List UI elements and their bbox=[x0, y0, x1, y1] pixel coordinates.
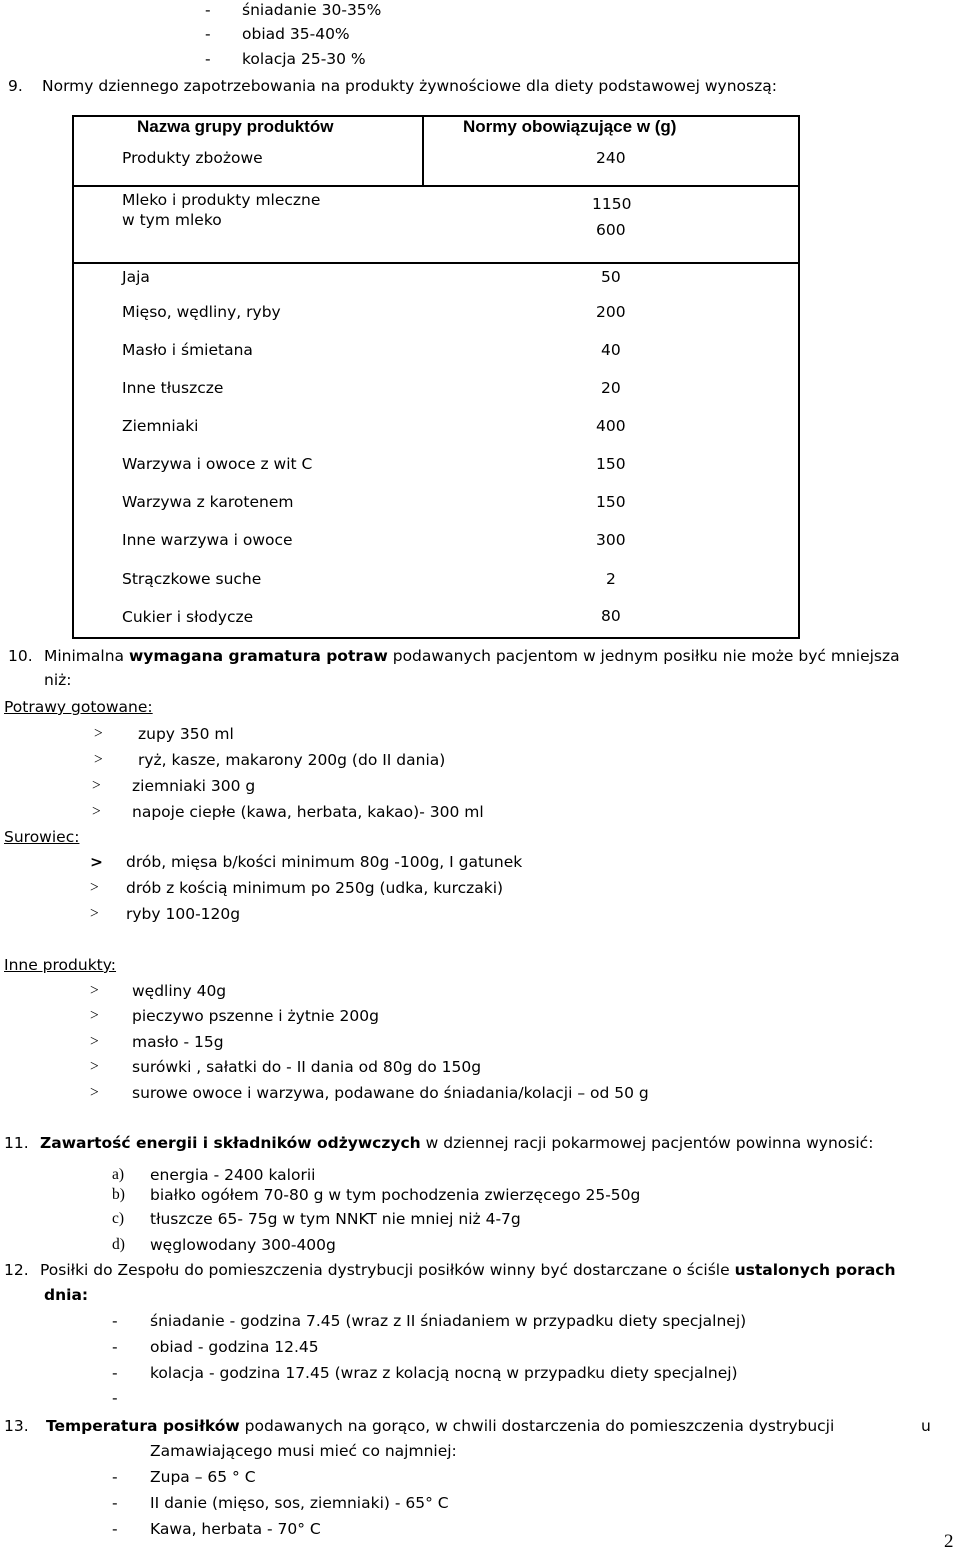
list-item: surówki , sałatki do - II dania od 80g do 150g bbox=[132, 1058, 482, 1076]
list-dash: - bbox=[205, 25, 211, 43]
list-letter: c) bbox=[112, 1210, 125, 1227]
subheading: Potrawy gotowane: bbox=[4, 698, 153, 716]
section-heading: Zawartość energii i składników odżywczych w dziennej racji pokarmowej pacjentów powinna wynosić: bbox=[40, 1134, 874, 1152]
section-heading: Posiłki do Zespołu do pomieszczenia dystrybucji posiłków winny być dostarczane o ściśle ustalonych porach bbox=[40, 1261, 896, 1279]
table-cell-value: 150 bbox=[596, 493, 626, 511]
list-item: kolacja 25-30 % bbox=[242, 50, 366, 68]
list-item: ryż, kasze, makarony 200g (do II dania) bbox=[138, 751, 446, 769]
list-item: napoje ciepłe (kawa, herbata, kakao)- 300 ml bbox=[132, 803, 484, 821]
subheading: Inne produkty: bbox=[4, 956, 117, 974]
bullet-marker: > bbox=[92, 803, 101, 820]
list-dash: - bbox=[112, 1312, 118, 1330]
table-cell-value: 200 bbox=[596, 303, 626, 321]
list-item: obiad 35-40% bbox=[242, 25, 350, 43]
table-cell-name: Ziemniaki bbox=[122, 417, 199, 435]
list-item: energia - 2400 kalorii bbox=[150, 1166, 316, 1184]
section-heading: Normy dziennego zapotrzebowania na produkty żywnościowe dla diety podstawowej wynoszą: bbox=[42, 77, 777, 95]
bullet-marker: > bbox=[90, 982, 99, 999]
section-heading: Minimalna wymagana gramatura potraw podawanych pacjentom w jednym posiłku nie może być mniejsza bbox=[44, 647, 900, 665]
section-heading: Temperatura posiłków podawanych na gorąco, w chwili dostarczenia do pomieszczenia dystrybucji bbox=[46, 1417, 835, 1435]
table-cell-name: Inne tłuszcze bbox=[122, 379, 224, 397]
list-item: pieczywo pszenne i żytnie 200g bbox=[132, 1007, 379, 1025]
table-cell-value: 1150 bbox=[592, 195, 632, 213]
list-item: zupy 350 ml bbox=[138, 725, 234, 743]
list-item: masło - 15g bbox=[132, 1033, 224, 1051]
bullet-marker: > bbox=[92, 777, 101, 794]
bullet-marker: > bbox=[94, 751, 103, 768]
table-cell-value: 240 bbox=[596, 149, 626, 167]
subheading: Surowiec: bbox=[4, 828, 80, 846]
table-cell-name: Masło i śmietana bbox=[122, 341, 253, 359]
section-heading-cont: Zamawiającego musi mieć co najmniej: bbox=[150, 1442, 457, 1460]
table-cell-value: 2 bbox=[606, 570, 616, 588]
table-cell-name: Warzywa z karotenem bbox=[122, 493, 294, 511]
table-cell-name: Cukier i słodycze bbox=[122, 608, 254, 626]
bullet-marker: > bbox=[90, 879, 99, 896]
list-item: śniadanie 30-35% bbox=[242, 1, 382, 19]
section-number: 9. bbox=[8, 77, 23, 95]
bullet-marker: > bbox=[90, 1084, 99, 1101]
table-cell-name: Warzywa i owoce z wit C bbox=[122, 455, 313, 473]
list-dash: - bbox=[112, 1364, 118, 1382]
list-letter: b) bbox=[112, 1186, 125, 1203]
table-cell-name: Produkty zbożowe bbox=[122, 149, 263, 167]
list-item: śniadanie - godzina 7.45 (wraz z II śniadaniem w przypadku diety specjalnej) bbox=[150, 1312, 747, 1330]
bullet-marker: > bbox=[90, 1058, 99, 1075]
table-divider bbox=[422, 117, 424, 187]
section-number: 13. bbox=[4, 1417, 29, 1435]
list-item: drób, mięsa b/kości minimum 80g -100g, I gatunek bbox=[126, 853, 523, 871]
list-item: Kawa, herbata - 70° C bbox=[150, 1520, 321, 1538]
bullet-marker: > bbox=[90, 1007, 99, 1024]
list-item: białko ogółem 70-80 g w tym pochodzenia zwierzęcego 25-50g bbox=[150, 1186, 641, 1204]
list-dash: - bbox=[112, 1494, 118, 1512]
list-letter: a) bbox=[112, 1166, 125, 1183]
table-cell-value: 150 bbox=[596, 455, 626, 473]
list-dash: - bbox=[112, 1468, 118, 1486]
list-dash: - bbox=[112, 1389, 118, 1407]
table-divider bbox=[74, 185, 798, 187]
table-cell-value: 80 bbox=[601, 607, 621, 625]
list-item: Zupa – 65 ° C bbox=[150, 1468, 256, 1486]
section-number: 10. bbox=[8, 647, 33, 665]
table-cell-value: 20 bbox=[601, 379, 621, 397]
section-number: 12. bbox=[4, 1261, 29, 1279]
list-letter: d) bbox=[112, 1236, 125, 1253]
bullet-marker: > bbox=[90, 1033, 99, 1050]
list-item: węglowodany 300-400g bbox=[150, 1236, 336, 1254]
table-cell-name: Inne warzywa i owoce bbox=[122, 531, 293, 549]
list-dash: - bbox=[205, 1, 211, 19]
table-cell-value: 40 bbox=[601, 341, 621, 359]
table-cell-name: Mleko i produkty mleczne bbox=[122, 191, 321, 209]
table-cell-name: Jaja bbox=[122, 268, 150, 286]
table-cell-value: 600 bbox=[596, 221, 626, 239]
table-cell-name: Strączkowe suche bbox=[122, 570, 262, 588]
list-dash: - bbox=[112, 1520, 118, 1538]
list-item: ziemniaki 300 g bbox=[132, 777, 256, 795]
table-cell-value: 300 bbox=[596, 531, 626, 549]
table-cell-name: w tym mleko bbox=[122, 211, 222, 229]
section-heading-cont: dnia: bbox=[44, 1286, 89, 1304]
table-divider bbox=[74, 262, 798, 264]
section-heading-tail: u bbox=[921, 1417, 931, 1435]
bullet-marker: > bbox=[90, 905, 99, 922]
list-item: II danie (mięso, sos, ziemniaki) - 65° C bbox=[150, 1494, 449, 1512]
list-dash: - bbox=[112, 1338, 118, 1356]
table-cell-value: 50 bbox=[601, 268, 621, 286]
bullet-marker: > bbox=[94, 725, 103, 742]
list-item: surowe owoce i warzywa, podawane do śniadania/kolacji – od 50 g bbox=[132, 1084, 649, 1102]
list-item: tłuszcze 65- 75g w tym NNKT nie mniej niż 4-7g bbox=[150, 1210, 521, 1228]
section-heading-cont: niż: bbox=[44, 671, 72, 689]
bullet-marker: > bbox=[90, 853, 103, 871]
page-number: 2 bbox=[944, 1531, 954, 1552]
table-cell-name: Mięso, wędliny, ryby bbox=[122, 303, 281, 321]
section-number: 11. bbox=[4, 1134, 29, 1152]
list-item: wędliny 40g bbox=[132, 982, 227, 1000]
list-item: obiad - godzina 12.45 bbox=[150, 1338, 319, 1356]
list-item: kolacja - godzina 17.45 (wraz z kolacją nocną w przypadku diety specjalnej) bbox=[150, 1364, 738, 1382]
table-header-name: Nazwa grupy produktów bbox=[137, 117, 334, 136]
table-header-norm: Normy obowiązujące w (g) bbox=[463, 117, 677, 136]
list-dash: - bbox=[205, 50, 211, 68]
table-cell-value: 400 bbox=[596, 417, 626, 435]
list-item: ryby 100-120g bbox=[126, 905, 241, 923]
list-item: drób z kością minimum po 250g (udka, kurczaki) bbox=[126, 879, 504, 897]
